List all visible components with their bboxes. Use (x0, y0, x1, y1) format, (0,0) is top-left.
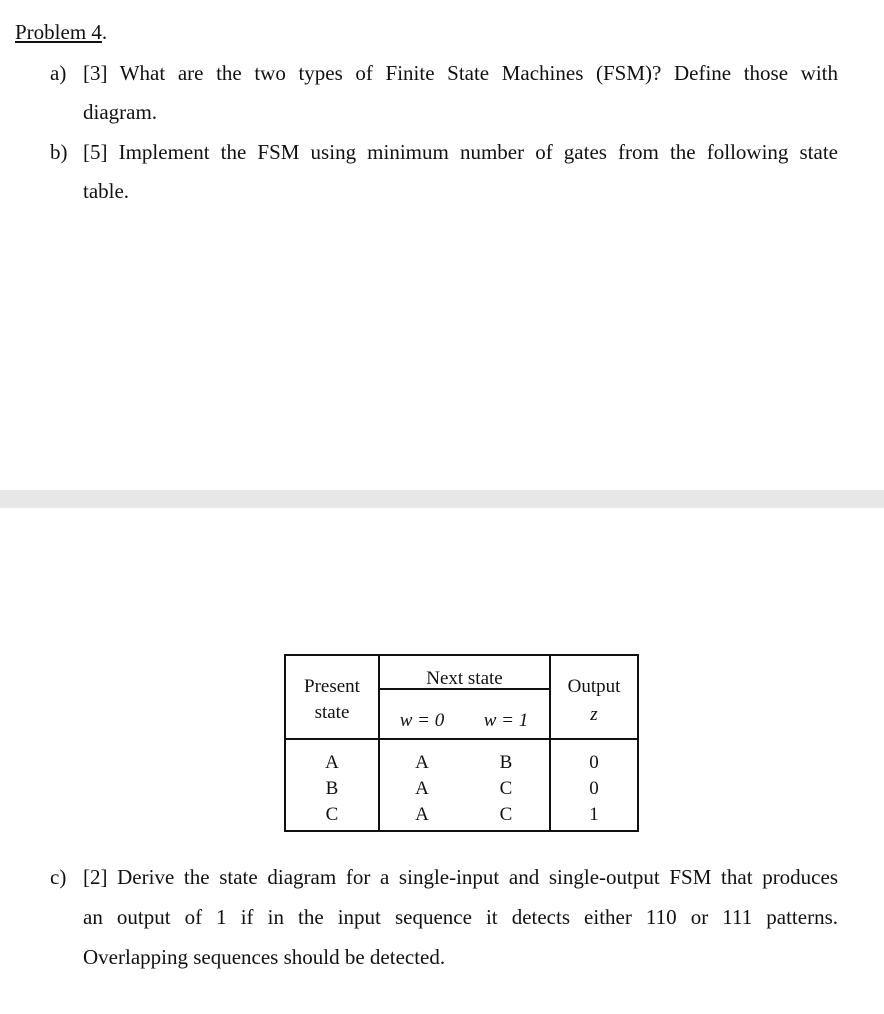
part-b (50, 133, 838, 211)
row-1-z: 0 (589, 752, 599, 773)
part-c (50, 857, 838, 977)
part-c-line1: [2] Derive the state diagram for a single-input and single-output FSM that produces (83, 865, 838, 889)
row-3-w1: C (499, 804, 513, 825)
row-2-w1: C (499, 778, 513, 799)
table-hline-header (286, 738, 637, 740)
row-2-w0: A (415, 778, 429, 799)
row-1-w1: B (499, 752, 513, 773)
present-header-line1: Present (304, 676, 360, 697)
page-divider (0, 490, 884, 508)
part-a-label: a) (50, 61, 67, 85)
problem-title: Problem 4. (15, 20, 108, 44)
present-header (286, 676, 378, 724)
part-a (50, 54, 838, 132)
part-b-label: b) (50, 140, 68, 164)
w0-header: w = 0 (399, 710, 445, 731)
part-c-line3: Overlapping sequences should be detected. (83, 945, 446, 969)
state-table (284, 654, 639, 832)
row-2-z: 0 (589, 778, 599, 799)
part-a-line1: [3] What are the two types of Finite State Machines (FSM)? Define those with (83, 61, 838, 85)
row-3-z: 1 (589, 804, 599, 825)
next-state-header: Next state (426, 668, 503, 689)
row-1-present: A (325, 752, 339, 773)
row-2-present: B (325, 778, 339, 799)
present-header-line2: state (314, 702, 350, 723)
w1-header: w = 1 (483, 710, 529, 731)
title-suffix: . (101, 20, 108, 44)
part-c-line2: an output of 1 if in the input sequence it detects either 110 or 111 patterns. (83, 905, 838, 929)
part-a-line2: diagram. (83, 100, 158, 124)
output-var: z (590, 704, 598, 725)
row-3-w0: A (415, 804, 429, 825)
part-b-line2: table. (83, 179, 130, 203)
row-1-w0: A (415, 752, 429, 773)
output-header: Output (567, 676, 621, 697)
part-b-line1: [5] Implement the FSM using minimum number of gates from the following state (83, 140, 838, 164)
part-c-label: c) (50, 865, 67, 889)
row-3-present: C (325, 804, 339, 825)
